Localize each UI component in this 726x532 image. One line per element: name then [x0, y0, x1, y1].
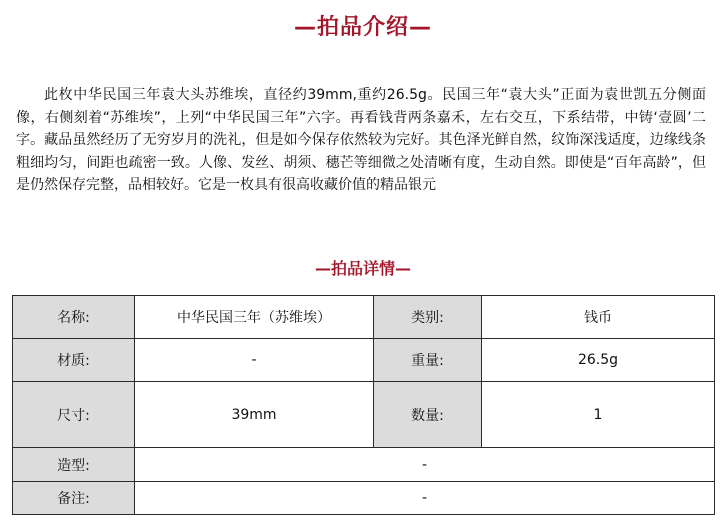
quantity-value: 1 [482, 382, 715, 448]
details-table [12, 295, 715, 515]
weight-value: 26.5g [482, 339, 715, 382]
shape-label: 造型: [13, 448, 135, 482]
table-row [13, 339, 715, 382]
intro-paragraph: 此枚中华民国三年袁大头苏维埃，直径约39mm,重约26.5g。民国三年“袁大头”正面为袁世凯五分侧面像，右侧刻着“苏维埃”，上列“中华民国三年”六字。再看钱背两条嘉禾，左右交互，下系结带，中铸‘壹圆’二字。藏品虽然经历了无穷岁月的洗礼，但是如今保存依然较为完好。其色泽光鲜自然，纹饰深浅适度，边缘线条粗细均匀，间距也疏密一致。人像、发丝、胡须、穗芒等细微之处清晰有度，生动自然。即使是“百年高龄”，但是仍然保存完整，品相较好。它是一枚具有很高收藏价值的精品银元 [16, 87, 706, 193]
material-value: - [135, 339, 374, 382]
remarks-label: 备注: [13, 482, 135, 515]
table-row [13, 296, 715, 339]
table-row [13, 448, 715, 482]
material-label: 材质: [13, 339, 135, 382]
name-label: 名称: [13, 296, 135, 339]
size-value: 39mm [135, 382, 374, 448]
quantity-label: 数量: [374, 382, 482, 448]
category-value: 钱币 [482, 296, 715, 339]
table-row [13, 382, 715, 448]
category-label: 类别: [374, 296, 482, 339]
remarks-value: - [135, 482, 715, 515]
size-label: 尺寸: [13, 382, 135, 448]
table-row [13, 482, 715, 515]
shape-value: - [135, 448, 715, 482]
details-section-title: —拍品详情— [314, 259, 411, 278]
weight-label: 重量: [374, 339, 482, 382]
name-value: 中华民国三年（苏维埃） [135, 296, 374, 339]
intro-section-title: —拍品介绍— [293, 15, 432, 40]
